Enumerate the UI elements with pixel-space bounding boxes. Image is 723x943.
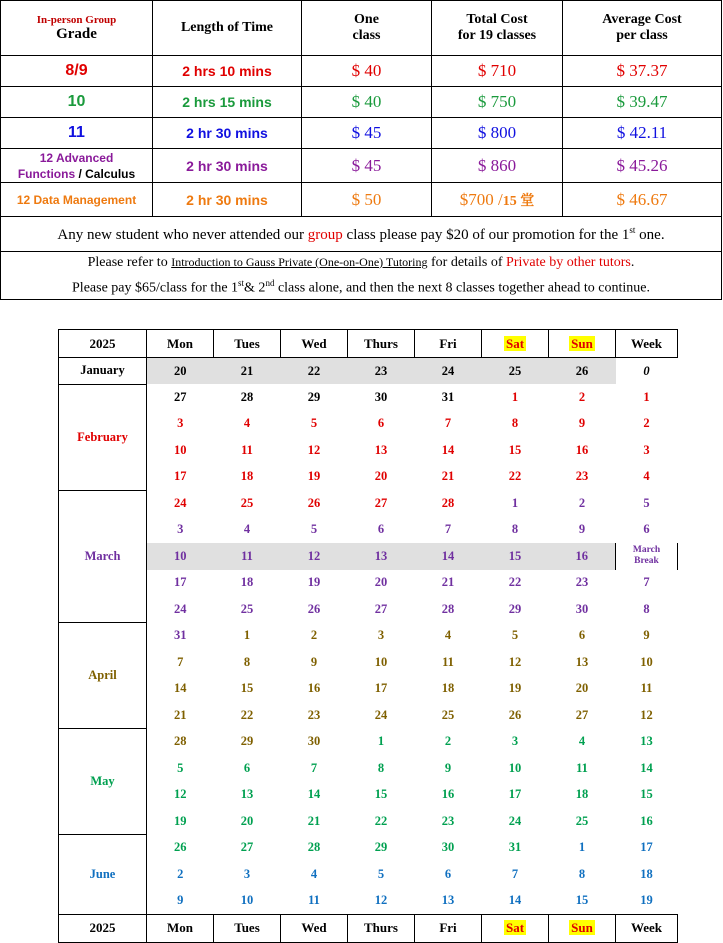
calendar-week-row bbox=[59, 490, 678, 517]
day-cell: 7 bbox=[511, 866, 519, 881]
average-cost-cell: $ 39.47 bbox=[563, 87, 722, 118]
total-cost-cell: $ 750 bbox=[432, 87, 563, 118]
day-cell: 30 bbox=[441, 840, 455, 855]
day-cell: 10 bbox=[147, 543, 214, 570]
pricing-row bbox=[1, 183, 722, 217]
day-cell: 14 bbox=[174, 681, 187, 696]
grade-line2: Functions bbox=[17, 166, 76, 181]
pricing-header-row bbox=[1, 1, 722, 56]
day-cell: 4 bbox=[243, 522, 251, 537]
day-cell: 1 bbox=[377, 734, 385, 749]
pricing-row bbox=[1, 56, 722, 87]
day-cell: 30 bbox=[575, 601, 589, 616]
day-cell: 9 bbox=[578, 416, 586, 431]
calendar-week-row bbox=[59, 808, 678, 835]
total-cost-cell: $ 860 bbox=[432, 149, 563, 183]
average-cost-cell: $ 42.11 bbox=[563, 118, 722, 149]
day-cell: 28 bbox=[240, 389, 254, 404]
day-cell: 4 bbox=[310, 866, 318, 881]
day-cell: 18 bbox=[240, 575, 254, 590]
march-break-line2: Break bbox=[634, 556, 659, 567]
day-cell: 20 bbox=[147, 358, 214, 385]
month-label: June bbox=[59, 835, 147, 915]
calendar-week-row bbox=[59, 517, 678, 544]
day-cell: 16 bbox=[307, 681, 321, 696]
calendar-week-row bbox=[59, 729, 678, 756]
day-cell: 15 bbox=[508, 442, 522, 457]
day-cell: 17 bbox=[174, 469, 187, 484]
march-break-line1: March bbox=[632, 545, 661, 556]
day-cell: 21 bbox=[214, 358, 281, 385]
day-cell: 22 bbox=[508, 575, 522, 590]
grade-line2-suffix: / Calculus bbox=[75, 166, 136, 181]
day-cell: 26 bbox=[549, 358, 616, 385]
day-cell: 11 bbox=[214, 543, 281, 570]
day-cell: 1 bbox=[578, 840, 586, 855]
day-cell: 8 bbox=[377, 760, 385, 775]
day-cell: 27 bbox=[240, 840, 254, 855]
one-class-header bbox=[302, 1, 432, 56]
week-number: 4 bbox=[643, 469, 650, 484]
one-class-header-1: One bbox=[354, 12, 379, 27]
day-cell: 23 bbox=[441, 813, 455, 828]
day-cell: 3 bbox=[377, 628, 385, 643]
day-cell: 25 bbox=[240, 495, 254, 510]
week-number: 19 bbox=[640, 893, 653, 907]
pricing-row bbox=[1, 118, 722, 149]
private-info-row bbox=[1, 252, 722, 300]
day-header: Thurs bbox=[348, 330, 415, 358]
day-cell: 25 bbox=[575, 813, 589, 828]
day-cell: 5 bbox=[177, 760, 184, 775]
day-cell: 26 bbox=[307, 601, 321, 616]
day-cell: 9 bbox=[177, 893, 184, 907]
day-cell: 1 bbox=[511, 389, 519, 404]
info2-b: & 2 bbox=[244, 280, 266, 296]
day-cell: 6 bbox=[578, 628, 586, 643]
week-number: 18 bbox=[640, 866, 653, 881]
day-cell: 18 bbox=[441, 681, 455, 696]
day-cell: 11 bbox=[241, 442, 253, 457]
info2-sup2: nd bbox=[265, 278, 275, 288]
day-cell: 8 bbox=[243, 654, 251, 669]
day-cell: 12 bbox=[281, 543, 348, 570]
day-cell: 31 bbox=[174, 628, 187, 643]
note-text-a: Any new student who never attended our bbox=[57, 226, 308, 243]
day-cell: 10 bbox=[174, 442, 187, 457]
week-number: 2 bbox=[643, 416, 650, 431]
pricing-table bbox=[0, 0, 722, 300]
day-cell: 14 bbox=[415, 543, 482, 570]
day-cell: 15 bbox=[575, 893, 589, 907]
day-header: Wed bbox=[281, 330, 348, 358]
day-header bbox=[549, 330, 616, 358]
day-cell: 17 bbox=[174, 575, 187, 590]
week-number: 17 bbox=[640, 840, 653, 855]
day-cell: 21 bbox=[441, 575, 455, 590]
day-cell: 10 bbox=[240, 893, 254, 907]
info1-c: . bbox=[630, 255, 635, 270]
week-number: 0 bbox=[643, 363, 650, 378]
day-cell: 5 bbox=[377, 866, 385, 881]
day-cell: 3 bbox=[177, 416, 184, 431]
info2-c: class alone, and then the next 8 classes together ahead to continue. bbox=[274, 280, 650, 296]
day-cell: 23 bbox=[575, 469, 589, 484]
year-label: 2025 bbox=[59, 914, 147, 942]
week-number: 16 bbox=[640, 813, 653, 828]
time-cell: 2 hrs 10 mins bbox=[153, 56, 302, 87]
total-cost-suffix: 15 堂 bbox=[502, 193, 535, 209]
pricing-row bbox=[1, 149, 722, 183]
avg-header-2: per class bbox=[616, 28, 668, 43]
month-label: April bbox=[59, 623, 147, 729]
weekend-label: Sat bbox=[505, 335, 525, 351]
day-cell: 8 bbox=[578, 866, 586, 881]
year-label: 2025 bbox=[59, 330, 147, 358]
info1-a: Please refer to bbox=[87, 255, 172, 270]
calendar-week-row bbox=[59, 623, 678, 650]
weekend-label: Sun bbox=[571, 335, 593, 351]
day-cell: 3 bbox=[177, 522, 184, 537]
calendar-week-row bbox=[59, 411, 678, 438]
day-cell: 24 bbox=[174, 601, 187, 616]
day-header: Tues bbox=[214, 914, 281, 942]
week-number: 8 bbox=[643, 601, 650, 616]
calendar-table bbox=[58, 329, 678, 943]
day-cell: 18 bbox=[575, 787, 589, 802]
day-cell: 1 bbox=[243, 628, 251, 643]
day-cell: 5 bbox=[310, 522, 318, 537]
day-cell: 24 bbox=[415, 358, 482, 385]
day-cell: 16 bbox=[549, 543, 616, 570]
day-cell: 23 bbox=[307, 707, 321, 722]
day-cell: 19 bbox=[508, 681, 522, 696]
month-label: January bbox=[59, 358, 147, 385]
grade-cell: 10 bbox=[1, 87, 153, 118]
week-number: 13 bbox=[640, 734, 653, 749]
one-class-cell: $ 45 bbox=[302, 118, 432, 149]
day-cell: 7 bbox=[444, 522, 452, 537]
day-cell: 26 bbox=[307, 495, 321, 510]
month-label: February bbox=[59, 384, 147, 490]
day-cell: 13 bbox=[348, 543, 415, 570]
day-cell: 11 bbox=[308, 893, 320, 907]
day-cell: 5 bbox=[310, 416, 318, 431]
day-cell: 30 bbox=[374, 389, 388, 404]
day-header: Fri bbox=[415, 330, 482, 358]
week-number: 5 bbox=[643, 495, 650, 510]
day-cell: 11 bbox=[576, 760, 588, 775]
calendar-week-row bbox=[59, 782, 678, 809]
day-cell: 27 bbox=[374, 601, 388, 616]
day-cell: 9 bbox=[444, 760, 452, 775]
day-cell: 28 bbox=[174, 734, 187, 749]
day-cell: 1 bbox=[511, 495, 519, 510]
total-cost-header bbox=[432, 1, 563, 56]
week-number: 10 bbox=[640, 654, 653, 669]
week-number: 1 bbox=[643, 389, 650, 404]
note-text-c: one. bbox=[635, 226, 665, 243]
day-cell: 17 bbox=[374, 681, 388, 696]
day-cell: 6 bbox=[377, 416, 385, 431]
day-cell: 15 bbox=[240, 681, 254, 696]
day-cell: 5 bbox=[511, 628, 519, 643]
total-cost-cell: $ 710 bbox=[432, 56, 563, 87]
grade-header-label: Grade bbox=[56, 25, 97, 42]
promotion-note bbox=[1, 217, 722, 252]
day-cell: 9 bbox=[310, 654, 318, 669]
day-cell: 2 bbox=[578, 495, 586, 510]
day-cell: 6 bbox=[444, 866, 452, 881]
day-header: Fri bbox=[415, 914, 482, 942]
day-cell: 16 bbox=[441, 787, 455, 802]
day-cell: 22 bbox=[508, 469, 522, 484]
day-cell: 22 bbox=[374, 813, 388, 828]
time-cell: 2 hrs 15 mins bbox=[153, 87, 302, 118]
one-class-cell: $ 40 bbox=[302, 56, 432, 87]
average-cost-header bbox=[563, 1, 722, 56]
pricing-row bbox=[1, 87, 722, 118]
calendar-week-row bbox=[59, 861, 678, 888]
day-cell: 8 bbox=[511, 522, 519, 537]
march-break-cell bbox=[616, 543, 678, 570]
day-cell: 7 bbox=[177, 654, 184, 669]
day-cell: 29 bbox=[240, 734, 254, 749]
day-cell: 27 bbox=[174, 389, 187, 404]
day-cell: 17 bbox=[508, 787, 522, 802]
note-group-text: group bbox=[307, 226, 343, 243]
time-cell: 2 hr 30 mins bbox=[153, 118, 302, 149]
day-cell: 28 bbox=[441, 601, 455, 616]
day-cell: 24 bbox=[174, 495, 187, 510]
day-cell: 14 bbox=[508, 893, 522, 907]
grade-header-small: In-person Group bbox=[36, 13, 117, 26]
week-number: 15 bbox=[640, 787, 653, 802]
day-cell: 2 bbox=[310, 628, 318, 643]
day-cell: 13 bbox=[575, 654, 589, 669]
calendar-week-row bbox=[59, 755, 678, 782]
day-cell: 20 bbox=[240, 813, 254, 828]
month-label: May bbox=[59, 729, 147, 835]
note-sup: st bbox=[629, 224, 636, 235]
calendar-week-row bbox=[59, 649, 678, 676]
week-number: 11 bbox=[640, 681, 653, 696]
grade-cell: 11 bbox=[1, 118, 153, 149]
calendar-week-row bbox=[59, 464, 678, 491]
calendar-week-row bbox=[59, 358, 678, 385]
info2-sup1: st bbox=[238, 278, 245, 288]
promotion-note-row bbox=[1, 217, 722, 252]
day-cell: 7 bbox=[310, 760, 318, 775]
day-cell: 26 bbox=[174, 840, 187, 855]
weekend-label: Sat bbox=[505, 920, 525, 935]
day-cell: 13 bbox=[240, 787, 254, 802]
day-cell: 25 bbox=[482, 358, 549, 385]
week-number: 3 bbox=[643, 442, 650, 457]
day-cell: 31 bbox=[508, 840, 522, 855]
day-cell: 29 bbox=[508, 601, 522, 616]
total-header-2: for 19 classes bbox=[457, 28, 537, 43]
day-cell: 7 bbox=[444, 416, 452, 431]
day-header: Mon bbox=[147, 914, 214, 942]
calendar-week-row bbox=[59, 676, 678, 703]
day-cell: 3 bbox=[243, 866, 251, 881]
average-cost-cell: $ 45.26 bbox=[563, 149, 722, 183]
day-cell: 23 bbox=[348, 358, 415, 385]
day-cell: 27 bbox=[374, 495, 388, 510]
day-cell: 10 bbox=[508, 760, 522, 775]
weekend-label: Sun bbox=[571, 920, 593, 935]
calendar-week-row bbox=[59, 570, 678, 597]
one-class-header-2: class bbox=[352, 28, 381, 43]
grade-cell: 8/9 bbox=[1, 56, 153, 87]
calendar-header-row bbox=[59, 330, 678, 358]
day-cell: 13 bbox=[441, 893, 455, 907]
info2-a: Please pay $65/class for the 1 bbox=[72, 280, 239, 296]
grade-line1: 12 Advanced bbox=[39, 150, 114, 165]
day-cell: 12 bbox=[374, 893, 388, 907]
day-cell: 21 bbox=[307, 813, 321, 828]
day-cell: 4 bbox=[578, 734, 586, 749]
week-number: 9 bbox=[643, 628, 650, 643]
day-cell: 12 bbox=[508, 654, 522, 669]
day-cell: 27 bbox=[575, 707, 589, 722]
day-cell: 18 bbox=[240, 469, 254, 484]
month-label: March bbox=[59, 490, 147, 623]
day-cell: 22 bbox=[240, 707, 254, 722]
day-header: Wed bbox=[281, 914, 348, 942]
total-header-1: Total Cost bbox=[466, 12, 528, 27]
day-header: Mon bbox=[147, 330, 214, 358]
day-cell: 21 bbox=[441, 469, 455, 484]
day-cell: 23 bbox=[575, 575, 589, 590]
day-cell: 22 bbox=[281, 358, 348, 385]
day-cell: 25 bbox=[441, 707, 455, 722]
day-cell: 4 bbox=[243, 416, 251, 431]
day-cell: 29 bbox=[374, 840, 388, 855]
day-cell: 28 bbox=[441, 495, 455, 510]
day-cell: 25 bbox=[240, 601, 254, 616]
calendar-week-row bbox=[59, 384, 678, 411]
calendar-week-row bbox=[59, 702, 678, 729]
day-cell: 19 bbox=[307, 575, 321, 590]
info1-b: for details of bbox=[427, 255, 507, 270]
avg-header-1: Average Cost bbox=[602, 12, 682, 27]
one-class-cell: $ 50 bbox=[302, 183, 432, 217]
one-class-cell: $ 40 bbox=[302, 87, 432, 118]
day-cell: 20 bbox=[374, 469, 388, 484]
day-header: Tues bbox=[214, 330, 281, 358]
week-header: Week bbox=[616, 330, 678, 358]
day-cell: 28 bbox=[307, 840, 321, 855]
day-header: Thurs bbox=[348, 914, 415, 942]
day-cell: 19 bbox=[307, 469, 321, 484]
note-text-b: class please pay $20 of our promotion for the 1 bbox=[342, 226, 630, 243]
day-cell: 15 bbox=[482, 543, 549, 570]
day-cell: 11 bbox=[442, 654, 454, 669]
day-cell: 15 bbox=[374, 787, 388, 802]
week-header: Week bbox=[616, 914, 678, 942]
total-cost-cell: $ 800 bbox=[432, 118, 563, 149]
day-cell: 10 bbox=[374, 654, 388, 669]
gauss-private-tutoring-link[interactable]: Introduction to Gauss Private (One-on-One) Tutoring bbox=[171, 255, 428, 269]
day-cell: 26 bbox=[508, 707, 522, 722]
time-cell: 2 hr 30 mins bbox=[153, 149, 302, 183]
calendar-week-row bbox=[59, 437, 678, 464]
day-cell: 16 bbox=[575, 442, 589, 457]
calendar-week-row bbox=[59, 835, 678, 862]
day-cell: 2 bbox=[177, 866, 184, 881]
grade-cell bbox=[1, 149, 153, 183]
day-cell: 30 bbox=[307, 734, 321, 749]
day-cell: 24 bbox=[508, 813, 522, 828]
day-cell: 9 bbox=[578, 522, 586, 537]
day-cell: 21 bbox=[174, 707, 187, 722]
day-cell: 12 bbox=[307, 442, 321, 457]
calendar-week-row bbox=[59, 596, 678, 623]
calendar-week-row bbox=[59, 888, 678, 915]
info1-red: Private by other tutors bbox=[506, 255, 631, 270]
week-number: 12 bbox=[640, 707, 653, 722]
day-cell: 2 bbox=[444, 734, 452, 749]
day-cell: 6 bbox=[243, 760, 251, 775]
total-cost-cell bbox=[432, 183, 563, 217]
day-cell: 12 bbox=[174, 787, 187, 802]
week-number: 14 bbox=[640, 760, 653, 775]
average-cost-cell: $ 37.37 bbox=[563, 56, 722, 87]
grade-header bbox=[1, 1, 153, 56]
day-cell: 8 bbox=[511, 416, 519, 431]
private-info bbox=[1, 252, 722, 300]
day-header bbox=[482, 330, 549, 358]
week-number: 6 bbox=[643, 522, 650, 537]
day-cell: 4 bbox=[444, 628, 452, 643]
length-header: Length of Time bbox=[153, 1, 302, 56]
day-cell: 6 bbox=[377, 522, 385, 537]
day-cell: 2 bbox=[578, 389, 586, 404]
calendar-week-row bbox=[59, 543, 678, 570]
average-cost-cell: $ 46.67 bbox=[563, 183, 722, 217]
total-cost-value: $700 / bbox=[459, 189, 503, 209]
one-class-cell: $ 45 bbox=[302, 149, 432, 183]
day-cell: 14 bbox=[307, 787, 321, 802]
day-cell: 3 bbox=[511, 734, 519, 749]
day-cell: 14 bbox=[441, 442, 455, 457]
day-cell: 20 bbox=[374, 575, 388, 590]
time-cell: 2 hr 30 mins bbox=[153, 183, 302, 217]
day-cell: 31 bbox=[441, 389, 455, 404]
week-number: 7 bbox=[643, 575, 650, 590]
grade-cell: 12 Data Management bbox=[1, 183, 153, 217]
day-cell: 20 bbox=[575, 681, 589, 696]
day-cell: 19 bbox=[174, 813, 187, 828]
day-cell: 29 bbox=[307, 389, 321, 404]
day-cell: 24 bbox=[374, 707, 388, 722]
day-cell: 13 bbox=[374, 442, 388, 457]
